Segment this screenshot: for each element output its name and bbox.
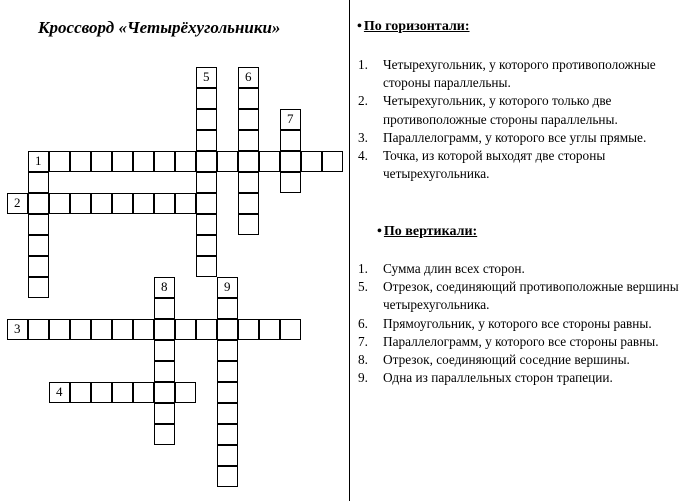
clue-item (358, 351, 683, 369)
crossword-cell[interactable] (280, 319, 301, 340)
clue-item (358, 129, 683, 147)
crossword-cell[interactable] (217, 445, 238, 466)
across-heading-block (357, 19, 470, 35)
clue-start-number: 6 (245, 69, 252, 84)
crossword-cell[interactable] (70, 382, 91, 403)
crossword-cell[interactable] (238, 130, 259, 151)
crossword-cell[interactable] (217, 424, 238, 445)
crossword-cell[interactable] (217, 319, 238, 340)
clue-text: Параллелограмм, у которого все стороны равны. (383, 333, 659, 349)
crossword-cell[interactable] (196, 67, 217, 88)
clue-number: 1. (358, 57, 368, 72)
crossword-cell[interactable] (154, 403, 175, 424)
crossword-cell[interactable] (217, 151, 238, 172)
clue-text: Отрезок, соединяющий противоположные вершины четырехугольника. (383, 279, 679, 313)
crossword-cell[interactable] (7, 193, 28, 214)
crossword-cell[interactable] (196, 193, 217, 214)
crossword-cell[interactable] (133, 151, 154, 172)
crossword-cell[interactable] (196, 109, 217, 130)
crossword-cell[interactable] (217, 382, 238, 403)
crossword-cell[interactable] (238, 88, 259, 109)
crossword-cell[interactable] (238, 172, 259, 193)
crossword-cell[interactable] (154, 298, 175, 319)
crossword-cell[interactable] (217, 298, 238, 319)
clue-item (358, 147, 683, 183)
crossword-cell[interactable] (196, 235, 217, 256)
crossword-cell[interactable] (154, 193, 175, 214)
crossword-cell[interactable] (49, 193, 70, 214)
crossword-cell[interactable] (217, 361, 238, 382)
clue-number: 8. (358, 352, 368, 368)
crossword-cell[interactable] (238, 151, 259, 172)
crossword-cell[interactable] (217, 340, 238, 361)
clue-start-number: 5 (203, 69, 210, 84)
clue-number: 2. (358, 93, 368, 109)
crossword-cell[interactable] (196, 151, 217, 172)
clue-start-number: 1 (35, 153, 42, 168)
crossword-cell[interactable] (49, 382, 70, 403)
clue-text: Сумма длин всех сторон. (383, 261, 525, 276)
clue-start-number: 7 (287, 111, 294, 126)
crossword-cell[interactable] (154, 319, 175, 340)
crossword-cell[interactable] (175, 193, 196, 214)
crossword-cell[interactable] (196, 88, 217, 109)
crossword-cell[interactable] (196, 214, 217, 235)
crossword-title: Кроссворд «Четырёхугольники» (38, 18, 281, 37)
bullet-icon: • (357, 19, 362, 34)
crossword-cell[interactable] (175, 382, 196, 403)
crossword-cell[interactable] (196, 319, 217, 340)
crossword-cell[interactable] (238, 319, 259, 340)
crossword-cell[interactable] (154, 424, 175, 445)
crossword-cell[interactable] (91, 319, 112, 340)
crossword-cell[interactable] (49, 151, 70, 172)
crossword-cell[interactable] (28, 172, 49, 193)
crossword-cell[interactable] (280, 109, 301, 130)
clue-item (358, 315, 683, 333)
clue-item (358, 278, 683, 314)
clue-number: 6. (358, 315, 368, 331)
crossword-cell[interactable] (49, 319, 70, 340)
crossword-cell[interactable] (280, 130, 301, 151)
crossword-cell[interactable] (70, 193, 91, 214)
crossword-cell[interactable] (112, 151, 133, 172)
crossword-cell[interactable] (112, 193, 133, 214)
clue-item (358, 333, 683, 351)
across-heading: По горизонтали: (363, 19, 470, 34)
crossword-cell[interactable] (70, 151, 91, 172)
clue-number: 9. (358, 370, 368, 386)
clue-number: 4. (358, 148, 368, 164)
clue-text: Отрезок, соединяющий соседние вершины. (383, 352, 630, 368)
crossword-cell[interactable] (7, 319, 28, 340)
column-divider (349, 0, 350, 501)
clue-text: Одна из параллельных сторон трапеции. (383, 370, 613, 386)
crossword-cell[interactable] (154, 151, 175, 172)
crossword-cell[interactable] (154, 340, 175, 361)
crossword-cell[interactable] (28, 151, 49, 172)
crossword-cell[interactable] (301, 151, 322, 172)
crossword-cell[interactable] (280, 151, 301, 172)
clue-text: Точка, из которой выходят две стороны четырехугольника. (383, 148, 606, 182)
crossword-cell[interactable] (154, 361, 175, 382)
down-heading-block (377, 224, 477, 240)
clue-start-number: 8 (161, 279, 168, 294)
crossword-cell[interactable] (28, 256, 49, 277)
down-clue-list (358, 260, 683, 387)
crossword-cell[interactable] (175, 319, 196, 340)
clue-item (358, 92, 683, 128)
crossword-cell[interactable] (112, 319, 133, 340)
crossword-cell[interactable] (175, 151, 196, 172)
bullet-icon: • (377, 224, 382, 239)
clue-number: 3. (358, 129, 368, 145)
crossword-cell[interactable] (133, 319, 154, 340)
crossword-cell[interactable] (28, 235, 49, 256)
crossword-cell[interactable] (196, 130, 217, 151)
clue-item (358, 260, 683, 278)
crossword-cell[interactable] (91, 151, 112, 172)
clue-start-number: 2 (14, 195, 21, 210)
crossword-cell[interactable] (112, 382, 133, 403)
crossword-cell[interactable] (133, 382, 154, 403)
clue-text: Четырехугольник, у которого только две противоположные стороны параллельны. (383, 93, 618, 127)
across-clue-list (358, 56, 683, 183)
clue-text: Параллелограмм, у которого все углы прямые. (383, 129, 647, 145)
crossword-cell[interactable] (133, 193, 154, 214)
down-heading: По вертикали: (383, 224, 478, 239)
clue-number: 1. (358, 261, 368, 276)
crossword-cell[interactable] (238, 193, 259, 214)
crossword-cell[interactable] (217, 277, 238, 298)
crossword-cell[interactable] (259, 151, 280, 172)
clue-text: Прямоугольник, у которого все стороны равны. (383, 315, 652, 331)
clue-start-number: 4 (56, 384, 63, 399)
crossword-cell[interactable] (28, 214, 49, 235)
clue-start-number: 3 (14, 321, 21, 336)
crossword-cell[interactable] (280, 172, 301, 193)
crossword-cell[interactable] (217, 466, 238, 487)
crossword-cell[interactable] (28, 319, 49, 340)
clue-number: 7. (358, 333, 368, 349)
clue-start-number: 9 (224, 279, 231, 294)
crossword-cell[interactable] (217, 403, 238, 424)
crossword-cell[interactable] (238, 109, 259, 130)
crossword-cell[interactable] (238, 67, 259, 88)
crossword-cell[interactable] (154, 382, 175, 403)
clue-item (358, 56, 683, 92)
crossword-cell[interactable] (322, 151, 343, 172)
crossword-cell[interactable] (238, 214, 259, 235)
crossword-cell[interactable] (196, 172, 217, 193)
crossword-cell[interactable] (28, 193, 49, 214)
clue-number: 5. (358, 279, 368, 295)
crossword-cell[interactable] (259, 319, 280, 340)
clue-text: Четырехугольник, у которого противоположные стороны параллельны. (383, 57, 656, 91)
crossword-cell[interactable] (154, 277, 175, 298)
crossword-cell[interactable] (91, 382, 112, 403)
crossword-cell[interactable] (91, 193, 112, 214)
crossword-cell[interactable] (196, 256, 217, 277)
crossword-cell[interactable] (70, 319, 91, 340)
crossword-cell[interactable] (28, 277, 49, 298)
clue-item (358, 369, 683, 387)
